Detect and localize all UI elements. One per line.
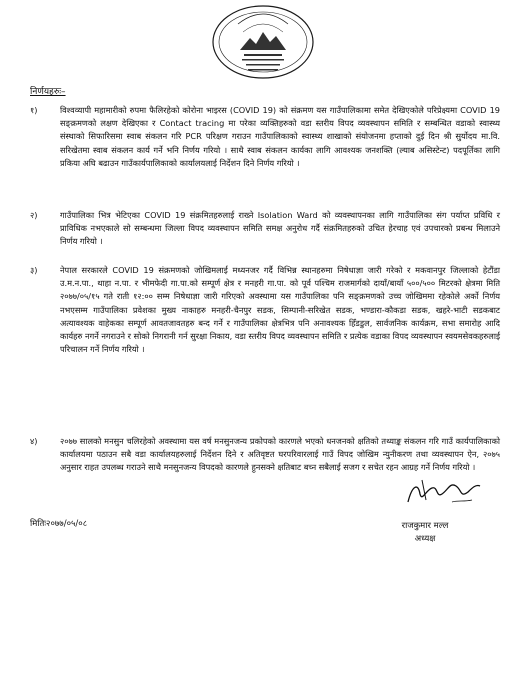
decision-number: ४) [30,436,38,446]
signer-title: अध्यक्ष [414,534,436,544]
decision-number: १) [30,105,38,115]
decision-number: ३) [30,265,38,275]
municipality-seal [208,2,318,80]
handwritten-signature [402,472,484,512]
decision-text: गाउँपालिका भित्र भेटिएका COVID 19 संक्रमितहरुलाई राख्ने Isolation Ward को व्यवस्थापनका लागि गाउँपालिका संग पर्याप्त प्रविधि र प्राविधिक नभएकाले सो सम्बन्धमा जिल्ला विपद व्यवस्थापन समिति समक्ष अनुरोध गर्दै संक्रमितहरुको उचित हेरचाह एवं उपचारको प्रबन्ध मिलाउने निर्णय गरियो । [60,210,500,247]
decisions-heading: निर्णयहरुः– [30,87,66,97]
decision-text: नेपाल सरकारले COVID 19 संक्रमणको जोखिमलाई मध्यनजर गर्दै विभिन्न स्थानहरुमा निषेधाज्ञा जारी गरेको र मकवानपुर जिल्लाको हेटौंडा उ.म.न.पा., थाहा न.पा. र भीमफेदी गा.पा.को सम्पूर्ण क्षेत्र र मनहरी गा.पा. को पूर्व पश्चिम राजमार्गको दायाँ/बायाँ ५००/५०० मिटरको क्षेत्रमा मिति २०७७/०५/१५ गते राती १२:०० सम्म निषेधाज्ञा जारी गरिएको अवस्थामा यस गाउँपालिका पनि सङ्क्रमणको उच्च जोखिममा रहेकोले अर्को निर्णय नभएसम्म गाउँपालिका प्रवेशका मुख्य नाकाहरु मनहरी-चैनपुर सडक, सिम्पानी-सरिखेत सडक, भण्डारा-कौकडा सडक, खहरे-भाटी सडकबाट अत्यावश्यक वाहेकका सम्पूर्ण आवतजावतहरु बन्द गर्ने र गाउँपालिका क्षेत्रभित्र पनि अनावश्यक हिँडडुल, सार्वजनिक कार्यक्रम, सभा समारोह आदि कार्यहरु नगर्ने नगराउने र सोको निगरानी गर्न सुरक्षा निकाय, वडा स्तरीय विपद व्यवस्थापन समिति र प्रत्येक वडाका विपद व्यवस्थापन स्वयमसेवकहरुलाई परिचालन गर्ने निर्णय गरियो । [60,265,500,355]
decision-number: २) [30,210,38,220]
decision-item [30,435,500,475]
decision-text: २०७७ सालको मनसुन चलिरहेको अवस्थामा यस वर्ष मनसुनजन्य प्रकोपको कारणले भएको धनजनको क्षतिको तथ्याङ्क संकलन गरि गाउँ कार्यपालिकाको कार्यालयमा पठाउन सबै वडा कार्यालयहरुलाई निर्देशन दिने र अतिवृष्टत घरपरिवारलाई गाउँ विपद जोखिम न्युनीकरण तथा व्यवस्थापन ऐन, २०७५ अनुसार राहत उपलब्ध गराउने साथै मनसुनजन्य विपदको कारणले हुनसक्ने क्षतिबाट बच्न सबैलाई सजग र सचेत रहन आग्रह गर्ने निर्णय गरियो । [60,436,500,473]
decision-item [30,264,500,356]
signer-name: राजकुमार मल्ल [401,521,449,531]
decision-item [30,104,500,170]
document-date: मितिः२०७७/०५/०८ [30,519,88,529]
decision-item [30,209,500,249]
signer-block [370,520,480,546]
decision-text: विश्वव्यापी महामारीको रुपमा फैलिरहेको कोरोना भाइरस (COVID 19) को संक्रमण यस गाउँपालिकामा समेत देखिएकोले परिप्रेक्ष्यमा COVID 19 सङ्क्रमणको लक्षण देखिएका र Contact tracing मा परेका व्यक्तिहरुको वडा स्तरीय विपद व्यवस्थापन समिति र सम्बन्धित वडाको स्वास्थ्य संस्थाको सिफारिसमा स्वाब संकलन गरि PCR परिक्षण गराउन गाउँपालिकाको स्वास्थ्य शाखाको संयोजनमा हप्ताको दुई दिन श्री सुर्योदय मा.वि. सरिखेतमा स्वाब संकलन कार्य गर्ने भनि निर्णय गरियो । साथै स्वाब संकलन कार्यका लागि आवश्यक जनशक्ति (ल्याब असिस्टेन्ट) पदपूर्तिका लागि प्रकिया अघि बढाउन गाउँकार्यपालिकाको कार्यालयलाई निर्देशन दिने निर्णय गरियो । [60,105,500,168]
